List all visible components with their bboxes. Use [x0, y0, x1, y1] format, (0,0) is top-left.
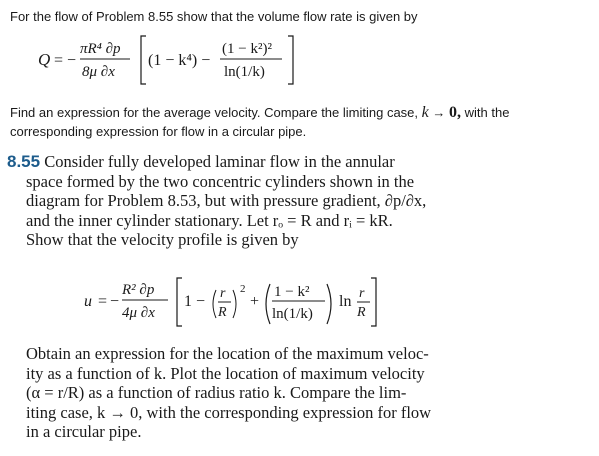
velocity-profile-equation — [60, 270, 480, 332]
problem2-line-4: iting case, k → 0, with the corresponding expression for flow — [26, 402, 432, 422]
problem-line-1: 8.55 Consider fully developed laminar flow in the annular — [7, 152, 395, 171]
eq2-R: R — [218, 305, 227, 320]
problem-text — [7, 152, 496, 250]
eq1-denominator: 8μ ∂x — [82, 64, 115, 80]
eq2-one-minus: 1 − — [184, 293, 206, 310]
eq2-equals: = — [98, 293, 108, 310]
eq2-r: r — [220, 286, 226, 301]
p2-k: k — [421, 104, 429, 121]
eq2-minus: − — [110, 293, 120, 310]
eq2-ln: ln — [339, 293, 352, 310]
p2-arrow: → — [432, 105, 446, 120]
problem2-line-3: (α = r/R) as a function of radius ratio k. Compare the lim- — [26, 383, 407, 402]
eq2-square: 2 — [240, 283, 246, 295]
problem2-line-2: ity as a function of k. Plot the location of maximum velocity — [26, 363, 425, 383]
problem2-line-1: Obtain an expression for the location of the maximum veloc- — [26, 344, 429, 363]
eq1-equals: = — [54, 52, 64, 69]
eq1-numerator: πR⁴ ∂p — [80, 41, 121, 57]
p2-zero: 0, — [449, 104, 461, 121]
volume-flow-equation — [38, 30, 458, 90]
problem-continuation — [26, 344, 496, 442]
eq1-lhs: Q — [38, 50, 51, 69]
eq1-term1: (1 − k⁴) − — [148, 52, 211, 69]
eq2-plus: + — [250, 293, 260, 310]
average-velocity-text — [10, 104, 509, 122]
eq2-denominator: 4μ ∂x — [122, 305, 155, 321]
problem-line-4: and the inner cylinder stationary. Let rₒ = R and rᵢ = kR. — [26, 210, 393, 230]
p2-text-b: with the — [464, 105, 510, 120]
problem-number: 8.55 — [7, 152, 41, 171]
eq2-r2: r — [359, 286, 365, 301]
eq2-R2: R — [357, 305, 366, 320]
eq1-minus: − — [67, 52, 77, 69]
eq2-frac-numerator: 1 − k² — [274, 284, 310, 300]
eq2-numerator: R² ∂p — [122, 282, 155, 298]
problem-line-5: Show that the velocity profile is given by — [26, 230, 299, 249]
problem-line-3: diagram for Problem 8.53, but with pressure gradient, ∂p/∂x, — [26, 191, 427, 210]
eq2-frac-denominator: ln(1/k) — [272, 306, 313, 322]
eq1-frac2-numerator: (1 − k²)² — [222, 41, 272, 57]
eq1-frac2-denominator: ln(1/k) — [224, 64, 265, 80]
intro-text: For the flow of Problem 8.55 show that the volume flow rate is given by — [10, 9, 418, 24]
problem-line-2: space formed by the two concentric cylinders shown in the — [26, 171, 415, 191]
problem2-line-5: in a circular pipe. — [26, 422, 142, 441]
eq2-lhs: u — [84, 293, 92, 310]
p2-line2: corresponding expression for flow in a circular pipe. — [10, 124, 307, 139]
p2-text-a: Find an expression for the average velocity. Compare the limiting case, — [10, 105, 419, 120]
